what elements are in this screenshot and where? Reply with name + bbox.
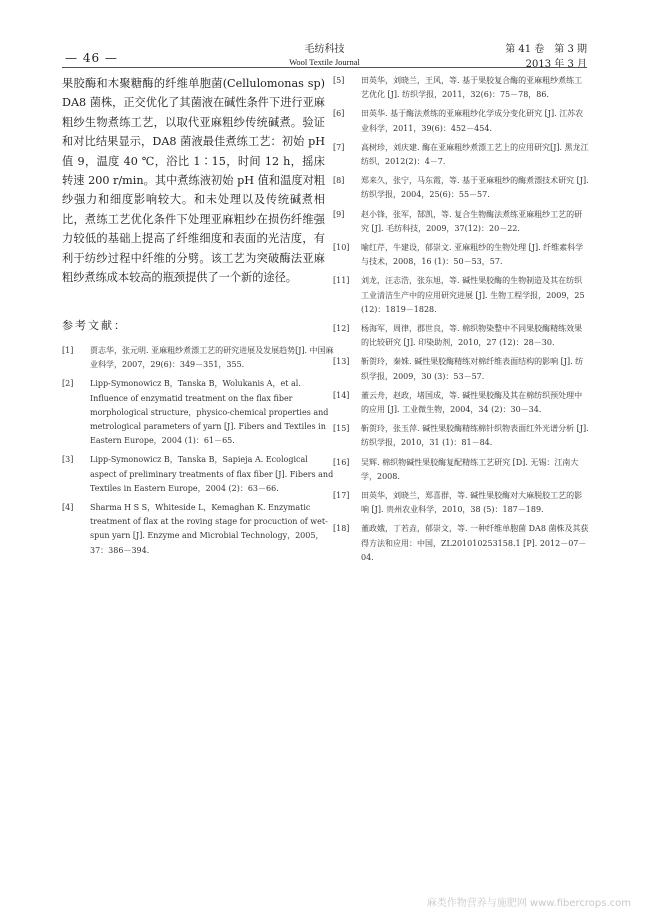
reference-number: [11] bbox=[333, 276, 350, 286]
reference-number: [1] bbox=[62, 346, 74, 355]
reference-item bbox=[62, 501, 334, 558]
reference-text: 田英华，刘晓兰，王风，等. 基于果胶复合酶的亚麻粗纱煮练工艺优化 [J]. 纺织学报，2011，32(6)：75－78，86. bbox=[361, 76, 583, 100]
reference-number: [15] bbox=[333, 424, 350, 434]
reference-text: 董云舟，赵政，堵国成，等. 碱性果胶酶及其在棉纺织预处理中的应用 [J]. 工业微生物，2004，34 (2)：30－34. bbox=[361, 390, 583, 415]
reference-text: 喻红芹，牛建设，郁崇文. 亚麻粗纱的生物处理 [J]. 纤维素科学与技术，2008，16 (1)：50－53，57. bbox=[361, 243, 584, 267]
reference-text: Sharma H S S，Whiteside L，Kemaghan K. Enzymatic treatment of flax at the roving stage for procuction of wet-spun yarn [J]. Enzyme and Microbial Technology，2005，37：386－394. bbox=[90, 503, 328, 555]
reference-number: [3] bbox=[62, 455, 74, 465]
reference-number: [9] bbox=[333, 209, 345, 219]
reference-number: [13] bbox=[333, 357, 350, 367]
reference-item bbox=[333, 241, 589, 269]
references-heading: 参考文献： bbox=[62, 319, 127, 332]
reference-text: 靳贺玲，张玉萍. 碱性果胶酶精练棉针织物表面红外光谱分析 [J]. 纺织学报，2010，31 (1)：81－84. bbox=[361, 424, 589, 448]
reference-number: [2] bbox=[62, 379, 74, 389]
reference-number: [18] bbox=[333, 524, 350, 534]
reference-item bbox=[333, 422, 589, 450]
reference-item bbox=[62, 344, 334, 372]
reference-item bbox=[333, 274, 589, 317]
reference-item bbox=[333, 389, 589, 417]
reference-text: 杨海军，周律，郡世良，等. 棉织物染整中不同果胶酶精练效果的比较研究 [J]. 印染助剂，2010，27 (12)：28－30. bbox=[361, 324, 583, 348]
reference-text: 董政娥，丁若垚，郁崇文，等. 一种纤维单胞菌 DA8 菌株及其获得方法和应用：中国，ZL201010253158.1 [P]. 2012－07－04. bbox=[361, 524, 589, 562]
reference-item bbox=[333, 322, 589, 350]
reference-number: [17] bbox=[333, 491, 350, 501]
reference-text: 高树珍，刘庆建. 酶在亚麻粗纱煮漂工艺上的应用研究[J]. 黑龙江纺织，2012(2)：4－7. bbox=[361, 142, 589, 167]
reference-text: Lipp-Symonowicz B，Tanska B，Wolukanis A，et al. Influence of enzymatid treatment on the flax fiber morphological structure，physico-chemical properties and metrological parameters of yarn [J]. Fibers and Textiles in Eastern Europe，2004 (1)：61－65. bbox=[90, 379, 329, 446]
reference-text: Lipp-Symonowicz B，Tanska B，Sapieja A. Ecological aspect of preliminary treatments of flax fiber [J]. Fibers and Textiles in Eastern Europe，2004 (2)：63－66. bbox=[90, 455, 334, 493]
reference-number: [16] bbox=[333, 457, 350, 467]
reference-item bbox=[333, 107, 589, 135]
reference-text: 田英华，刘晓兰，郑喜群，等. 碱性果胶酶对大麻脱胶工艺的影响 [J]. 贵州农业科学，2010，38 (5)：187－189. bbox=[361, 491, 583, 515]
reference-item bbox=[333, 522, 589, 565]
reference-text: 靳贺玲，秦姝. 碱性果胶酶精练对棉纤维表面结构的影响 [J]. 纺织学报，2009，30 (3)：53－57. bbox=[361, 357, 584, 381]
reference-item bbox=[333, 174, 589, 202]
reference-number: [5] bbox=[333, 76, 345, 85]
reference-text: 刘龙，汪志浩，张东旭，等. 碱性果胶酶的生物制造及其在纺织工业清洁生产中的应用研究进展 [J]. 生物工程学报，2009，25 (12)：1819－1828. bbox=[361, 276, 585, 314]
page-number: — 46 — bbox=[65, 51, 118, 65]
journal-title-cn: 毛纺科技 bbox=[304, 44, 345, 55]
reference-list-right bbox=[333, 74, 589, 570]
site-watermark: 麻类作物营养与施肥网 www.fibercrops.com bbox=[426, 898, 631, 909]
reference-number: [12] bbox=[333, 324, 350, 334]
conclusion-paragraph: 果胶酶和木聚糖酶的纤维单胞菌(Cellulomonas sp) DA8 菌株，正交优化了其菌液在碱性条件下进行亚麻粗纱生物煮练工艺，以取代亚麻粗纱传统碱煮。验证和对比结果显示，DA8 菌液最佳煮练工艺：初始 pH 值 9，温度 40 ℃，浴比 1∶15，时间 12 h，摇床转速 200 r/min。其中煮练液初始 pH 值和温度对粗纱强力和细度影响较大。和未处理以及传统碱煮相比，煮练工艺优化条件下处理亚麻粗纱在损伤纤维强力较低的基础上提高了纤维细度和表面的光洁度，有利于纺纱过程中纤维的分劈。该工艺为突破酶法亚麻粗纱煮练成本较高的瓶颈提供了一个新的途径。 bbox=[62, 77, 325, 285]
reference-item bbox=[333, 489, 589, 517]
reference-text: 郑来久，张宁，马东霞，等. 基于亚麻粗纱的酶煮漂技术研究 [J]. 纺织学报，2004，25(6)：55－57. bbox=[361, 176, 589, 200]
header-divider bbox=[62, 67, 587, 68]
reference-item bbox=[333, 74, 589, 102]
reference-number: [6] bbox=[333, 109, 345, 119]
reference-text: 吴辉. 棉织物碱性果胶酶复配精练工艺研究 [D]. 无锡：江南大学，2008. bbox=[361, 457, 579, 481]
reference-number: [4] bbox=[62, 503, 74, 513]
reference-item bbox=[333, 141, 589, 169]
reference-number: [7] bbox=[333, 142, 345, 152]
reference-text: 贾志华，张元明. 亚麻粗纱煮漂工艺的研究进展及发展趋势[J]. 中国麻业科学，2007，29(6)：349－351，355. bbox=[90, 346, 334, 370]
reference-item bbox=[333, 355, 589, 383]
reference-text: 田英华. 基于酶法煮练的亚麻粗纱化学成分变化研究 [J]. 江苏农业科学，2011，39(6)：452－454. bbox=[361, 109, 584, 133]
issue-date: 2013 年 3 月 bbox=[525, 59, 587, 70]
reference-item bbox=[333, 456, 589, 484]
reference-number: [14] bbox=[333, 390, 350, 400]
reference-item bbox=[62, 453, 334, 496]
reference-item bbox=[62, 377, 334, 448]
reference-number: [8] bbox=[333, 176, 345, 186]
volume-issue: 第 41 卷 第 3 期 bbox=[505, 44, 587, 55]
reference-number: [10] bbox=[333, 243, 350, 253]
journal-title-en: Wool Textile Journal bbox=[289, 57, 360, 67]
reference-text: 赵小锋，张军，郜凯，等. 复合生物酶法煮练亚麻粗纱工艺的研究 [J]. 毛纺科技，2009，37(12)：20－22. bbox=[361, 209, 583, 233]
reference-item bbox=[333, 208, 589, 236]
reference-list-left bbox=[62, 344, 334, 563]
